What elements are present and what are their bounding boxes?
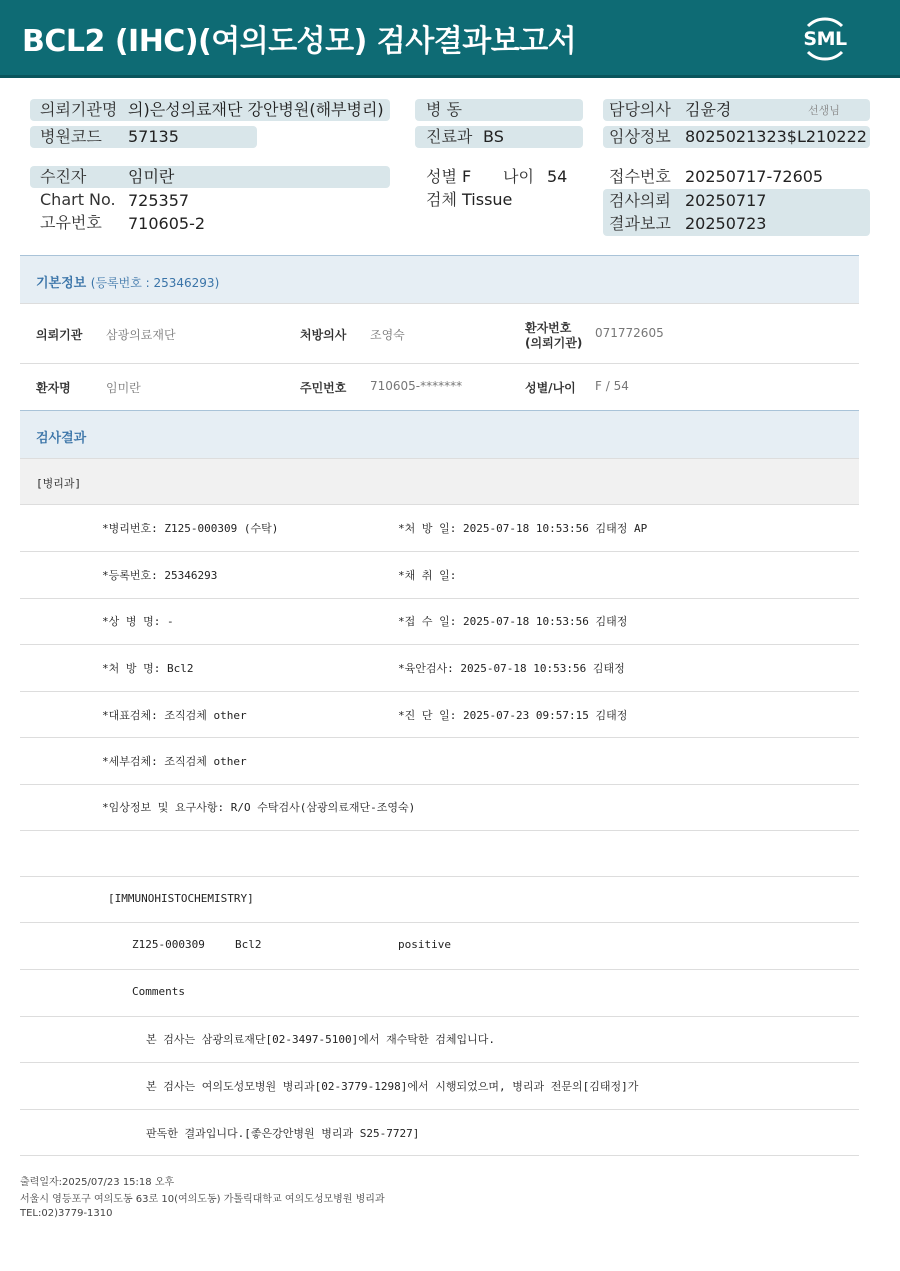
chart-no-value: 725357 <box>128 191 190 210</box>
results-header <box>20 410 859 458</box>
result-item: *등록번호: 25346293 <box>102 569 218 582</box>
report-date-label: 결과보고 <box>609 214 671 233</box>
dept-row <box>20 458 859 504</box>
sml-logo <box>798 12 852 66</box>
divider <box>20 1062 859 1063</box>
prescribing-doctor-label: 처방의사 <box>300 328 347 342</box>
patient-name-label: 환자명 <box>36 381 71 395</box>
report-header <box>0 0 900 78</box>
sex-label: 성별 <box>426 167 457 186</box>
specimen-label: 검체 <box>426 190 457 209</box>
result-item: *채 취 일: <box>398 569 457 582</box>
specimen-value: Tissue <box>462 190 513 209</box>
basic-referral-org-label: 의뢰기관 <box>36 328 83 342</box>
age-label: 나이 <box>503 167 534 186</box>
doctor-value: 김윤경 <box>685 100 732 119</box>
ward-label: 병 동 <box>426 100 462 119</box>
ihc-result: positive <box>398 938 451 951</box>
divider <box>20 691 859 692</box>
sex-value: F <box>462 167 472 186</box>
doctor-suffix: 선생님 <box>808 104 840 117</box>
result-item: *접 수 일: 2025-07-18 10:53:56 김태정 <box>398 615 628 628</box>
request-date-value: 20250717 <box>685 191 767 210</box>
comment-line: 판독한 결과입니다.[좋은강안병원 병리과 S25-7727] <box>146 1127 420 1140</box>
age-value: 54 <box>547 167 568 186</box>
receipt-no-value: 20250717-72605 <box>685 167 824 186</box>
result-item: *임상정보 및 요구사항: R/O 수탁검사(삼광의료재단-조영숙) <box>102 801 416 814</box>
divider <box>20 922 859 923</box>
dept-label: 진료과 <box>426 127 473 146</box>
divider <box>20 969 859 970</box>
patient-no-label-sub: (의뢰기관) <box>525 336 583 350</box>
result-item: *육안검사: 2025-07-18 10:53:56 김태정 <box>398 662 625 675</box>
referral-org-label: 의뢰기관명 <box>40 100 118 119</box>
divider <box>20 644 859 645</box>
patient-no-label: 환자번호 <box>525 321 572 335</box>
sex-age-label: 성별/나이 <box>525 381 576 395</box>
sex-age-value: F / 54 <box>595 379 629 393</box>
basic-info-header <box>20 255 859 303</box>
clinical-info-label: 임상정보 <box>609 127 671 146</box>
request-date-label: 검사의뢰 <box>609 191 671 210</box>
footer-tel: TEL:02)3779-1310 <box>20 1208 113 1219</box>
doctor-label: 담당의사 <box>609 100 671 119</box>
patient-no-value: 071772605 <box>595 326 664 340</box>
divider <box>20 363 859 364</box>
result-item: *세부검체: 조직검체 other <box>102 755 247 768</box>
divider <box>20 876 859 877</box>
divider <box>20 504 859 505</box>
divider <box>20 1109 859 1110</box>
ihc-marker: Bcl2 <box>235 938 262 951</box>
result-item: *처 방 일: 2025-07-18 10:53:56 김태정 AP <box>398 522 648 535</box>
comments-label: Comments <box>132 985 185 998</box>
ihc-title: [IMMUNOHISTOCHEMISTRY] <box>108 892 254 905</box>
ihc-id: Z125-000309 <box>132 938 205 951</box>
basic-info-reg: (등록번호 : 25346293) <box>90 276 220 290</box>
footer-address: 서울시 영등포구 여의도동 63로 10(여의도동) 가톨릭대학교 여의도성모병원 병리과 <box>20 1194 385 1205</box>
referral-org-value: 의)은성의료재단 강안병원(해부병리) <box>128 100 384 119</box>
resident-no-value: 710605-******* <box>370 379 463 393</box>
results-title: 검사결과 <box>36 431 87 446</box>
report-title: BCL2 (IHC)(여의도성모) 검사결과보고서 <box>22 24 577 59</box>
hospital-code-value: 57135 <box>128 127 179 146</box>
hospital-code-label: 병원코드 <box>40 127 102 146</box>
prescribing-doctor-value: 조영숙 <box>370 328 405 342</box>
footer-printed-date: 출력일자:2025/07/23 15:18 오후 <box>20 1177 175 1188</box>
comment-line: 본 검사는 여의도성모병원 병리과[02-3779-1298]에서 시행되었으며, 병리과 전문의[김태정]가 <box>146 1080 639 1093</box>
result-item: *진 단 일: 2025-07-23 09:57:15 김태정 <box>398 709 628 722</box>
result-item: *대표검체: 조직검체 other <box>102 709 247 722</box>
receipt-no-label: 접수번호 <box>609 167 671 186</box>
clinical-info-value: 8025021323$L210222 <box>685 127 867 146</box>
result-item: *병리번호: Z125-000309 (수탁) <box>102 522 279 535</box>
basic-info-title: 기본정보 <box>36 276 87 291</box>
result-item: *처 방 명: Bcl2 <box>102 662 194 675</box>
chart-no-label: Chart No. <box>40 190 116 209</box>
divider <box>20 784 859 785</box>
patient-value: 임미란 <box>128 167 175 186</box>
dept-value: BS <box>483 127 504 146</box>
divider <box>20 551 859 552</box>
divider <box>20 1016 859 1017</box>
unique-no-value: 710605-2 <box>128 214 206 233</box>
divider <box>20 303 859 304</box>
comment-line: 본 검사는 삼광의료재단[02-3497-5100]에서 재수탁한 검체입니다. <box>146 1033 495 1046</box>
unique-no-label: 고유번호 <box>40 213 102 232</box>
resident-no-label: 주민번호 <box>300 381 347 395</box>
patient-label: 수진자 <box>40 167 87 186</box>
basic-referral-org-value: 삼광의료재단 <box>106 328 176 342</box>
dept-label: [병리과] <box>36 477 82 490</box>
divider <box>20 1155 859 1156</box>
report-date-value: 20250723 <box>685 214 767 233</box>
divider <box>20 830 859 831</box>
patient-name-value: 임미란 <box>106 381 141 395</box>
divider <box>20 737 859 738</box>
divider <box>20 598 859 599</box>
logo-text: SML <box>803 28 847 50</box>
result-item: *상 병 명: - <box>102 615 174 628</box>
